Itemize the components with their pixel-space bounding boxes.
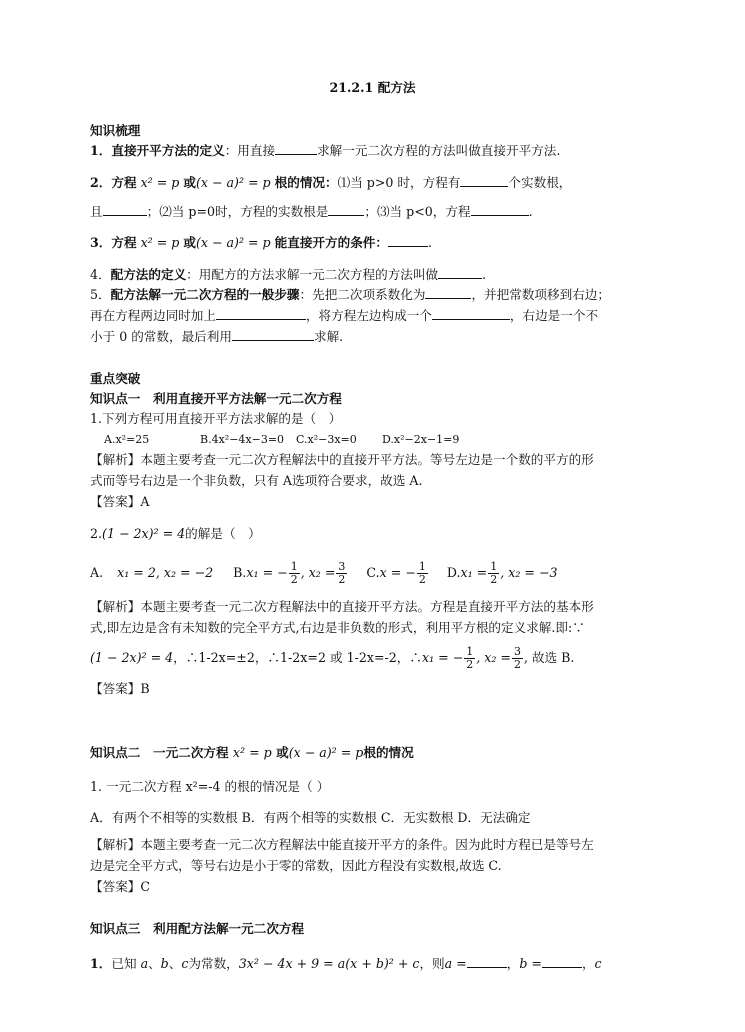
kp2-q1-options: A．有两个不相等的实数根 B．有两个相等的实数根 C．无实数根 D．无法确定: [90, 810, 531, 825]
equation: (1 − 2x)² = 4: [90, 650, 174, 665]
kp1-q2-options: A. x₁ = 2, x₂ = −2 B.x₁ = − $\frac{1}{2}$ , x₂ = $\frac{3}{2}$ C.x = − $\frac{1}{2}$ D.x₁ = $\frac{1}{2}$ , x₂ = −3: [90, 560, 558, 586]
option-d: D.x²−2x−1=9: [382, 433, 460, 446]
fill-blank: [542, 955, 582, 968]
kp2-q1-analysis-line-2: 边是完全平方式，等号右边是小于零的常数，因此方程没有实数根,故选 C.: [90, 858, 502, 873]
equation: x² = p: [140, 235, 180, 250]
kp1-q1-stem: 1.下列方程可用直接开平方法求解的是（ ）: [90, 411, 342, 426]
kp1-q2-stem: 2.(1 − 2x)² = 4的解是（ ）: [90, 526, 261, 541]
item-number: 1．: [90, 143, 112, 158]
equation: (x − a)² = p: [195, 175, 271, 190]
fill-blank: [432, 307, 510, 320]
kp1-q2-answer: 【答案】B: [90, 681, 150, 696]
kp1-q2-analysis-line-3: (1 − 2x)² = 4，∴1-2x=±2，∴1-2x=2 或 1-2x=-2，∴x₁ = − $\frac{1}{2}$ , x₂ = $\frac{3}{2}$ , 故选 B.: [90, 645, 575, 671]
kp1-q1-analysis-line-2: 式而等号右边是一个非负数，只有 A选项符合要求，故选 A.: [90, 473, 423, 488]
equation: x² = p: [232, 745, 272, 760]
option-a: x₁ = 2, x₂ = −2: [117, 565, 214, 580]
kp1-q2-analysis-line-1: 【解析】本题主要考查一元二次方程解法中的直接开平方法。方程是直接开平方法的基本形: [90, 599, 594, 614]
fill-blank: [471, 203, 529, 216]
fraction: $\frac{1}{2}$: [466, 645, 474, 671]
option-b: x₁ = −: [246, 565, 288, 580]
fill-blank: [275, 142, 317, 155]
fill-blank: [216, 307, 306, 320]
review-item-2-line-2: 且 ；⑵当 p=0时，方程的实数根是 ；⑶当 p<0，方程 .: [90, 204, 533, 219]
fill-blank: [438, 266, 482, 279]
item-label: 直接开平方法的定义: [111, 143, 225, 158]
fill-blank: [460, 174, 508, 187]
equation: 3x² − 4x + 9 = a(x + b)² + c: [238, 956, 420, 971]
section-heading-key-breakthrough: 重点突破: [90, 371, 141, 386]
knowledge-point-2-title: 知识点二 一元二次方程 x² = p 或(x − a)² = p根的情况: [90, 745, 414, 760]
review-item-5-line-2: 再在方程两边同时加上 ，将方程左边构成一个 ，右边是一个不: [90, 308, 599, 323]
review-item-2-line-1: 2．方程 x² = p 或(x − a)² = p 根的情况：⑴当 p>0 时，方程有 个实数根，: [90, 175, 572, 190]
page-title: 21.2.1 配方法: [329, 80, 416, 95]
knowledge-point-3-title: 知识点三 利用配方法解一元二次方程: [90, 921, 305, 936]
option-c: x = −: [379, 565, 416, 580]
fill-blank: [467, 955, 507, 968]
kp2-q1-stem: 1. 一元二次方程 x²=-4 的根的情况是（ ）: [90, 779, 330, 794]
fill-blank: [328, 203, 364, 216]
review-item-1: 1．直接开平方法的定义：用直接 求解一元二次方程的方法叫做直接开平方法.: [90, 143, 561, 158]
knowledge-point-1-title: 知识点一 利用直接开平方法解一元二次方程: [90, 391, 342, 406]
equation: x² = p: [140, 175, 180, 190]
kp2-q1-analysis-line-1: 【解析】本题主要考查一元二次方程解法中能直接开平方的条件。因为此时方程已是等号左: [90, 837, 594, 852]
kp1-q1-options: [104, 432, 459, 448]
fill-blank: [388, 234, 428, 247]
kp2-q1-answer: 【答案】C: [90, 879, 151, 894]
fraction: $\frac{1}{2}$: [290, 560, 298, 586]
fraction: $\frac{3}{2}$: [338, 560, 346, 586]
review-item-4: 4．配方法的定义：用配方的方法求解一元二次方程的方法叫做 .: [90, 267, 487, 282]
option-b: B.4x²−4x−3=0: [200, 433, 285, 446]
fraction: $\frac{1}{2}$: [418, 560, 426, 586]
kp1-q1-analysis-line-1: 【解析】本题主要考查一元二次方程解法中的直接开平方法。等号左边是一个数的平方的形: [90, 452, 594, 467]
review-item-5-line-3: 小于 0 的常数，最后利用 求解.: [90, 329, 344, 344]
equation: (1 − 2x)² = 4: [102, 526, 186, 541]
review-item-5-line-1: 5．配方法解一元二次方程的一般步骤：先把二次项系数化为 ，并把常数项移到右边；: [90, 287, 610, 302]
review-item-3: 3．方程 x² = p 或(x − a)² = p 能直接开方的条件： .: [90, 235, 432, 250]
fill-blank: [232, 328, 314, 341]
equation: (x − a)² = p: [288, 745, 364, 760]
kp1-q2-analysis-line-2: 式,即左边是含有未知数的完全平方式,右边是非负数的形式，利用平方根的定义求解.即:∵: [90, 620, 585, 635]
fraction: $\frac{3}{2}$: [513, 645, 521, 671]
fraction: $\frac{1}{2}$: [490, 560, 498, 586]
kp3-q1-stem: 1．已知 a、b、c为常数，3x² − 4x + 9 = a(x + b)² + c，则a = ，b = ，c: [90, 956, 602, 971]
fill-blank: [103, 203, 147, 216]
section-heading-knowledge-review: 知识梳理: [90, 123, 141, 138]
option-a: A.x²=25: [104, 433, 150, 446]
option-d: x₁ =: [460, 565, 488, 580]
equation: (x − a)² = p: [195, 235, 271, 250]
kp1-q1-answer: 【答案】A: [90, 494, 150, 509]
fill-blank: [425, 286, 471, 299]
option-c: C.x²−3x=0: [296, 433, 357, 446]
